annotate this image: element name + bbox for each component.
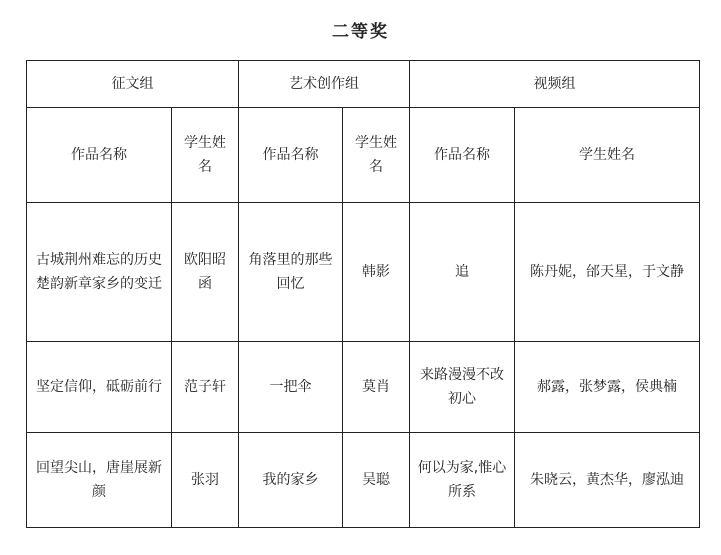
group-essay: 征文组 [27, 61, 239, 108]
header-essay-work: 作品名称 [27, 108, 172, 203]
group-video: 视频组 [410, 61, 700, 108]
video-student-cell: 朱晓云，黄杰华，廖泓迪 [515, 433, 700, 528]
video-work-cell: 何以为家,惟心所系 [410, 433, 515, 528]
awards-table [26, 60, 700, 528]
header-essay-student: 学生姓名 [172, 108, 239, 203]
art-student-cell: 莫肖 [343, 342, 410, 433]
art-student-cell: 韩影 [343, 203, 410, 342]
video-work-cell: 追 [410, 203, 515, 342]
header-video-student: 学生姓名 [515, 108, 700, 203]
group-art: 艺术创作组 [239, 61, 410, 108]
header-art-student: 学生姓名 [343, 108, 410, 203]
table-row [27, 342, 700, 433]
group-header-row [27, 61, 700, 108]
column-header-row [27, 108, 700, 203]
essay-work-cell: 坚定信仰，砥砺前行 [27, 342, 172, 433]
essay-work-cell: 古城荆州难忘的历史 楚韵新章家乡的变迁 [27, 203, 172, 342]
video-work-cell: 来路漫漫不改初心 [410, 342, 515, 433]
art-work-cell: 角落里的那些回忆 [239, 203, 343, 342]
essay-work-cell: 回望尖山，唐崖展新颜 [27, 433, 172, 528]
essay-student-cell: 范子轩 [172, 342, 239, 433]
essay-student-cell: 张羽 [172, 433, 239, 528]
video-student-cell: 陈丹妮，邰天星，于文静 [515, 203, 700, 342]
art-work-cell: 我的家乡 [239, 433, 343, 528]
header-video-work: 作品名称 [410, 108, 515, 203]
essay-student-cell: 欧阳昭函 [172, 203, 239, 342]
table-row [27, 433, 700, 528]
page-title: 二等奖 [332, 22, 389, 42]
header-art-work: 作品名称 [239, 108, 343, 203]
art-student-cell: 吴聪 [343, 433, 410, 528]
video-student-cell: 郝露，张梦露，侯典楠 [515, 342, 700, 433]
table-row [27, 203, 700, 342]
art-work-cell: 一把伞 [239, 342, 343, 433]
